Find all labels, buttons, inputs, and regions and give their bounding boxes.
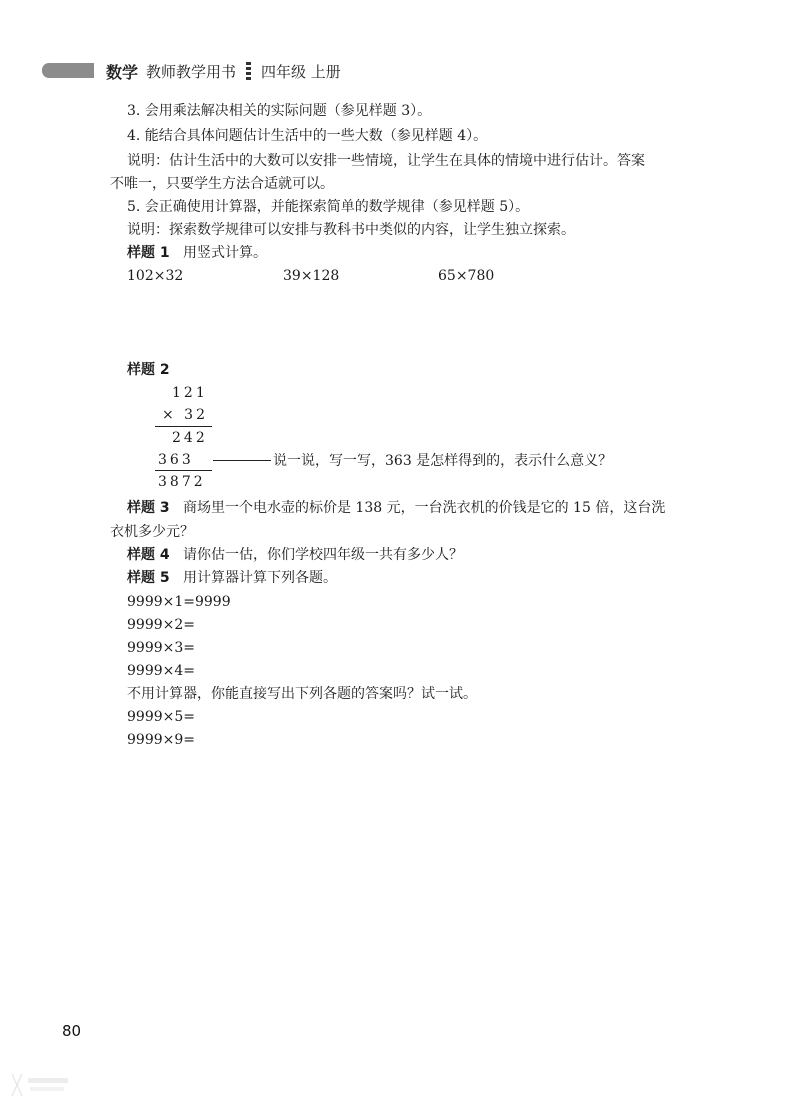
vertical-row-partial-2: 363 <box>158 452 194 468</box>
header-separator <box>246 62 251 80</box>
pointer-line <box>213 460 271 461</box>
header-decor-bar <box>42 63 94 78</box>
vertical-rule-1 <box>155 426 212 427</box>
sample-5-item-1: 9999×1=9999 <box>127 594 231 610</box>
sample-5-item-2: 9999×2= <box>127 617 195 633</box>
sample-1 <box>127 243 267 263</box>
watermark-logo-icon <box>8 1070 72 1100</box>
vertical-row-partial-1: 242 <box>172 430 208 446</box>
sample-1-expr-3: 65×780 <box>438 268 495 284</box>
sample-4-label: 样题 4 <box>127 547 170 563</box>
note-estimation-cont: 不唯一，只要学生方法合适就可以。 <box>110 176 334 192</box>
sample-4-text: 请你估一估，你们学校四年级一共有多少人？ <box>182 547 463 563</box>
header-subject: 数学 <box>106 62 139 82</box>
sample-1-expr-2: 39×128 <box>283 268 340 284</box>
sample-1-label: 样题 1 <box>127 245 170 261</box>
sample-5-text: 用计算器计算下列各题。 <box>182 570 337 586</box>
sample-1-expr-1: 102×32 <box>127 268 184 284</box>
sample-5-item-3: 9999×3= <box>127 640 195 656</box>
sample-5-item-6: 9999×9= <box>127 732 195 748</box>
sample-3-label: 样题 3 <box>127 500 170 516</box>
objective-4: 4. 能结合具体问题估计生活中的一些大数（参见样题 4）。 <box>127 128 488 144</box>
sample-2-heading <box>127 360 170 380</box>
sample-2-question: 说一说，写一写，363 是怎样得到的，表示什么意义？ <box>273 453 613 469</box>
sample-5-item-4: 9999×4= <box>127 663 195 679</box>
sample-5 <box>127 568 337 588</box>
vertical-rule-2 <box>155 470 212 471</box>
sample-2-label: 样题 2 <box>127 362 170 378</box>
objective-3: 3. 会用乘法解决相关的实际问题（参见样题 3）。 <box>127 103 432 119</box>
sample-3 <box>127 498 665 518</box>
objective-5: 5. 会正确使用计算器，并能探索简单的数学规律（参见样题 5）。 <box>127 199 530 215</box>
sample-3-text: 商场里一个电水壶的标价是 138 元，一台洗衣机的价钱是它的 15 倍，这台洗 <box>182 500 666 516</box>
note-patterns: 说明：探索数学规律可以安排与教科书中类似的内容，让学生独立探索。 <box>127 222 575 238</box>
sample-3-text-cont: 衣机多少元？ <box>110 524 194 540</box>
vertical-row-multiplier: × 32 <box>162 407 208 423</box>
vertical-row-multiplicand: 121 <box>172 385 208 401</box>
header-book-title: 教师教学用书 <box>146 62 237 81</box>
page-number: 80 <box>62 1022 82 1040</box>
sample-5-prompt: 不用计算器，你能直接写出下列各题的答案吗？试一试。 <box>127 686 477 702</box>
running-header <box>106 60 341 82</box>
header-grade: 四年级 上册 <box>261 62 341 81</box>
sample-1-text: 用竖式计算。 <box>182 245 267 261</box>
vertical-row-product: 3872 <box>158 474 206 490</box>
sample-4 <box>127 545 463 565</box>
note-estimation: 说明：估计生活中的大数可以安排一些情境，让学生在具体的情境中进行估计。答案 <box>127 153 645 169</box>
sample-5-item-5: 9999×5= <box>127 709 195 725</box>
sample-5-label: 样题 5 <box>127 570 170 586</box>
